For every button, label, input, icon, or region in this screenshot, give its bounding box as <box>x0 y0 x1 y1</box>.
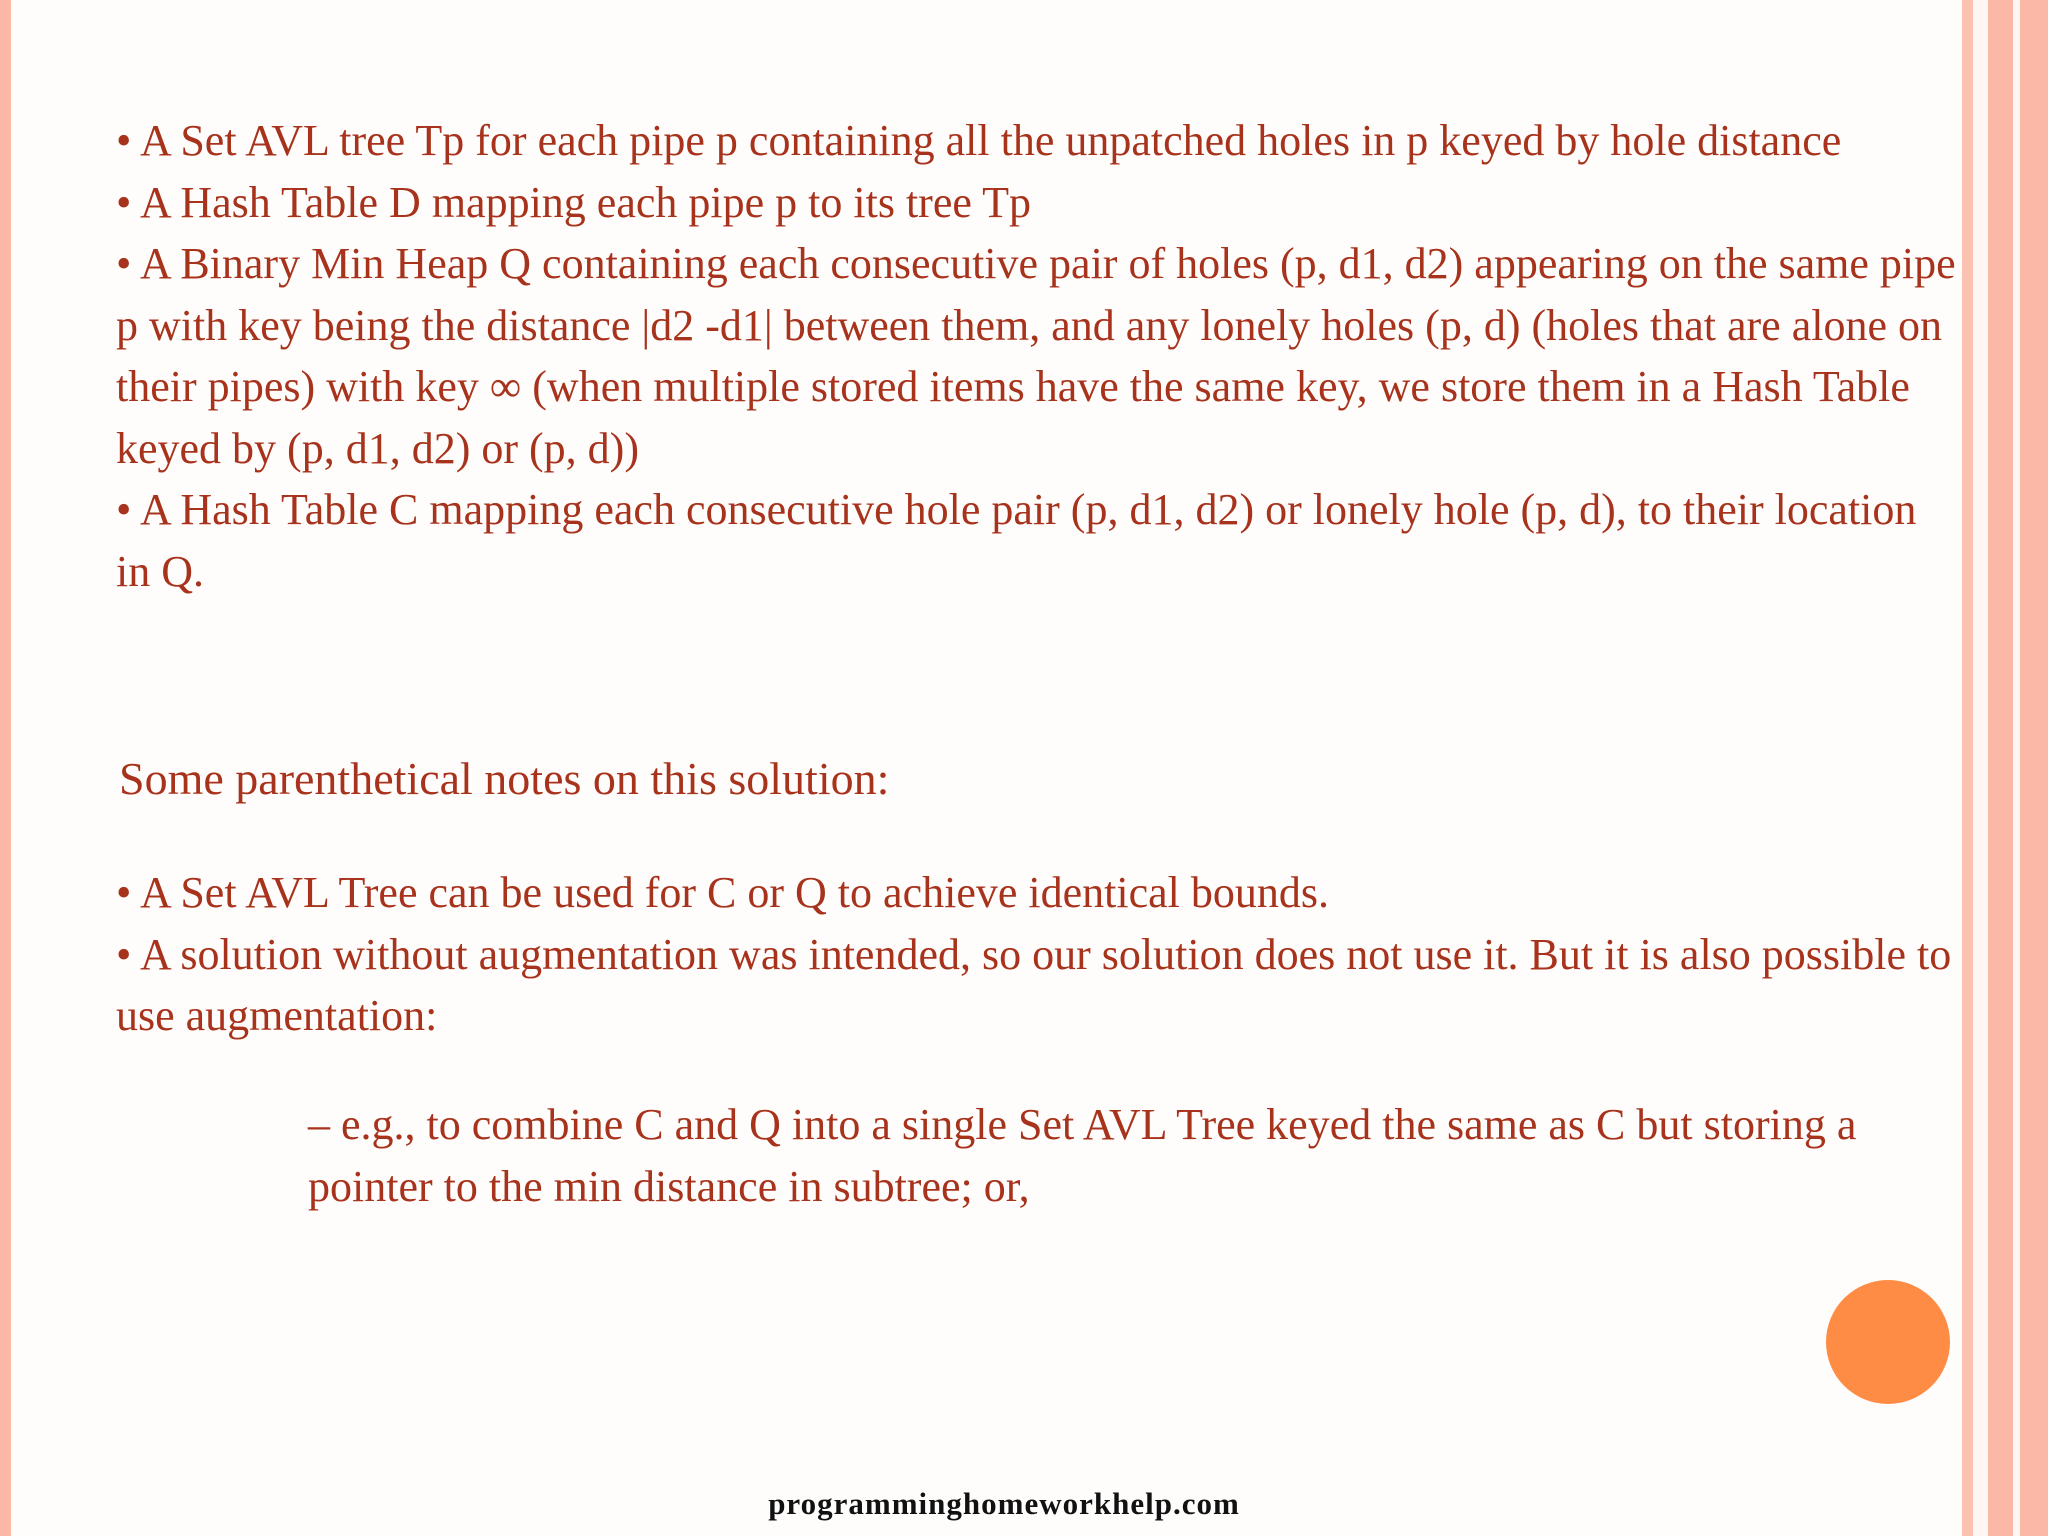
right-stripe-decoration <box>1973 0 1988 1536</box>
bullet-set-avl-tree: • A Set AVL tree Tp for each pipe p containing all the unpatched holes in p keyed by hole distance <box>116 116 1842 165</box>
bullet-hash-table-c: • A Hash Table C mapping each consecutive hole pair (p, d1, d2) or lonely hole (p, d), to their location in Q. <box>116 485 1917 596</box>
footer-text: programminghomeworkhelp.com <box>768 1486 1240 1521</box>
bullet-identical-bounds: • A Set AVL Tree can be used for C or Q to achieve identical bounds. <box>116 868 1329 917</box>
bullet-augmentation: • A solution without augmentation was intended, so our solution does not use it. But it is also possible to use augmentation: <box>116 929 1952 1040</box>
bullet-hash-table-d: • A Hash Table D mapping each pipe p to its tree Tp <box>116 177 1031 227</box>
footer-website <box>0 1486 2048 1522</box>
right-stripe-decoration <box>1988 0 2013 1536</box>
right-stripe-decoration <box>2013 0 2020 1536</box>
left-border <box>0 0 11 1536</box>
main-bullet-list <box>116 110 1956 602</box>
sub-item-example: – e.g., to combine C and Q into a single Set AVL Tree keyed the same as C but storing a pointer to the min distance in subtree; or, <box>308 1100 1857 1211</box>
orange-circle-decoration <box>1826 1280 1950 1404</box>
bullet-binary-min-heap: • A Binary Min Heap Q containing each consecutive pair of holes (p, d1, d2) appearing on the same pipe p with key being the distance |d2 -d1| between them, and any lonely holes (p, d) (holes that are alone on their pipes) with key ∞ (when multiple stored items have the same key, we store them in a Hash Table keyed by (p, d1, d2) or (p, d)) <box>116 239 1956 473</box>
notes-heading: Some parenthetical notes on this solution: <box>119 753 890 804</box>
right-stripe-decoration <box>1962 0 1973 1536</box>
notes-bullet-list <box>116 862 1956 1047</box>
right-stripe-decoration <box>2020 0 2048 1536</box>
